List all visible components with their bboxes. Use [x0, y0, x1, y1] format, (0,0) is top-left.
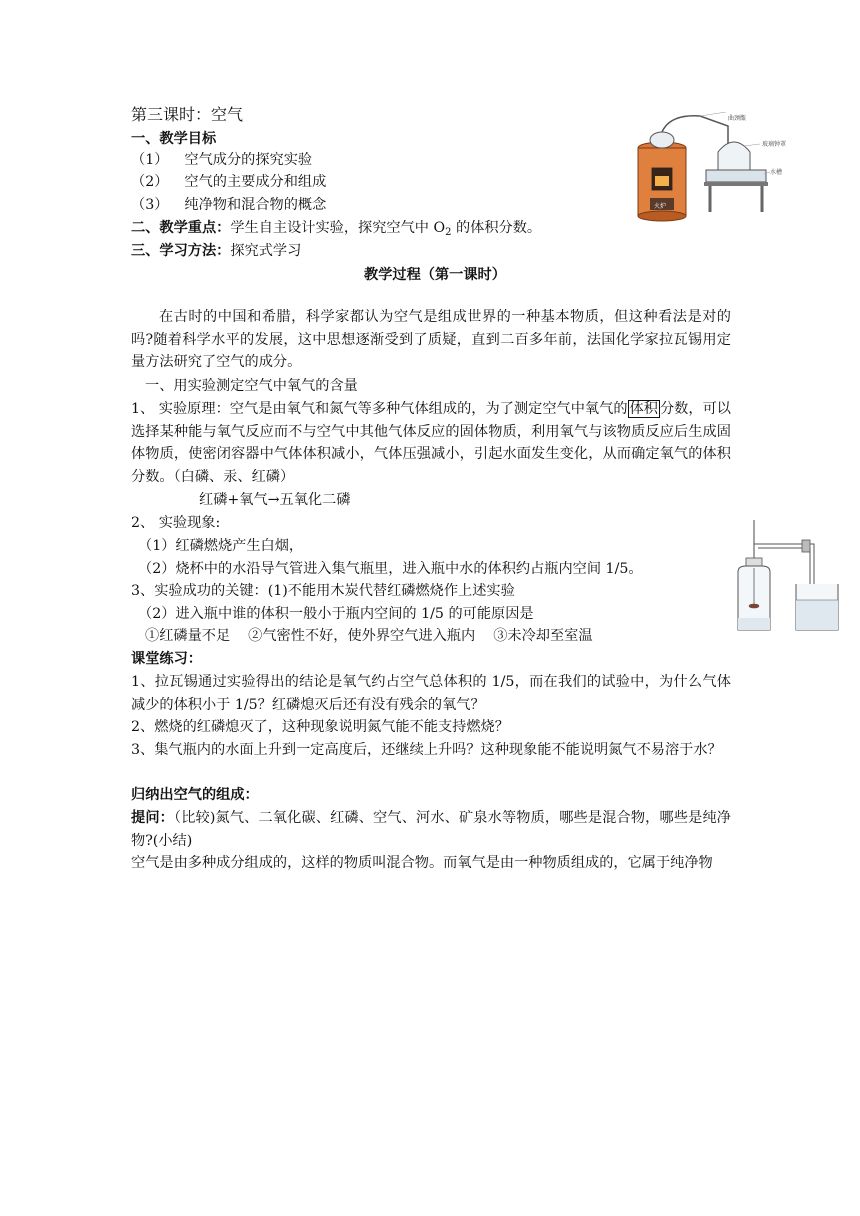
phosphorus-experiment-figure — [726, 518, 854, 636]
practice-question-1: 1、拉瓦锡通过实验得出的结论是氧气约占空气总体积的 1/5，而在我们的试验中，为什么气体减少的体积小于 1/5？红磷熄灭后还有没有残余的氧气？ — [131, 674, 731, 713]
principle-paragraph — [131, 398, 731, 488]
goal-text: 纯净物和混合物的概念 — [184, 197, 327, 213]
learning-method — [131, 240, 301, 262]
principle-text-end: 分数，可以选择某种能与氧气反应而不与空气中其他气体反应的固体物质，利用氧气与该物质反应后生成固体物质，使密闭容器中气体体积减小，气体压强减小，引起水面发生变化，从而确定氧气的体积分数。（白磷、汞、红磷） — [131, 401, 731, 485]
practice-question-2: 2、燃烧的红磷熄灭了，这种现象说明氮气能不能支持燃烧？ — [131, 719, 509, 735]
focus-label: 二、教学重点： — [131, 220, 231, 236]
question-text: （比较)氮气、二氧化碳、红磷、空气、河水、矿泉水等物质，哪些是混合物，哪些是纯净物?(小结) — [131, 810, 731, 849]
goal-number: （1） — [131, 152, 169, 168]
lavoisier-apparatus-figure — [630, 112, 790, 230]
section1-heading: 一、用实验测定空气中氧气的含量 — [145, 378, 358, 394]
principle-boxed-word: 体积 — [629, 401, 658, 417]
goal-number: （2） — [131, 174, 169, 190]
summary-question — [131, 807, 731, 852]
key-item: （2）进入瓶中谁的体积一般小于瓶内空间的 1/5 的可能原因是 — [138, 606, 534, 622]
question-label: 提问： — [131, 810, 174, 826]
bell-jar-label: 玻璃钟罩 — [762, 141, 787, 148]
method-text: 探究式学习 — [230, 243, 302, 259]
focus-text: 学生自主设计实验，探究空气中 O — [230, 220, 446, 236]
focus-text-end: 的体积分数。 — [451, 220, 542, 236]
key-reasons: ①红磷量不足 ②气密性不好，使外界空气进入瓶内 ③未冷却至室温 — [145, 628, 593, 644]
lesson-title: 第三课时：空气 — [131, 105, 244, 124]
retort-label: 曲颈甑 — [728, 115, 747, 122]
trough-label: 水槽 — [770, 169, 783, 176]
goal-item — [131, 171, 326, 193]
phenomena-heading: 2、 实验现象: — [131, 515, 221, 531]
process-title: 教学过程（第一课时） — [364, 267, 506, 283]
phenomenon-item: （2）烧杯中的水沿导气管进入集气瓶里，进入瓶中水的体积约占瓶内空间 1/5。 — [138, 561, 643, 577]
practice-question-3: 3、集气瓶内的水面上升到一定高度后，还继续上升吗？这种现象能不能说明氮气不易溶于水？ — [131, 742, 722, 758]
goals-heading: 一、教学目标 — [131, 131, 217, 147]
key-heading: 3、实验成功的关键：(1)不能用木炭代替红磷燃烧作上述实验 — [131, 583, 515, 599]
goal-number: （3） — [131, 197, 169, 213]
focus-subscript: 2 — [445, 227, 452, 238]
intro-paragraph: 在古时的中国和希腊，科学家都认为空气是组成世界的一种基本物质，但这种看法是对的吗?随着科学水平的发展，这中思想逐渐受到了质疑，直到二百多年前，法国化学家拉瓦锡用定量方法研究了空气的成分。 — [131, 309, 731, 371]
goal-text: 空气的主要成分和组成 — [184, 174, 327, 190]
goal-item — [131, 149, 312, 171]
method-label: 三、学习方法： — [131, 243, 231, 259]
practice-heading: 课堂练习： — [131, 651, 202, 667]
principle-text: 1、 实验原理：空气是由氧气和氮气等多种气体组成的，为了测定空气中氧气的 — [131, 401, 628, 417]
furnace-label: 火炉 — [654, 203, 667, 210]
summary-heading: 归纳出空气的组成： — [131, 787, 259, 803]
goal-text: 空气成分的探究实验 — [184, 152, 313, 168]
summary-conclusion: 空气是由多种成分组成的，这样的物质叫混合物。而氧气是由一种物质组成的，它属于纯净物 — [131, 855, 713, 871]
phenomenon-item: （1）红磷燃烧产生白烟， — [138, 538, 304, 554]
goal-item — [131, 194, 326, 216]
reaction-equation: 红磷+氧气→五氧化二磷 — [199, 492, 351, 508]
